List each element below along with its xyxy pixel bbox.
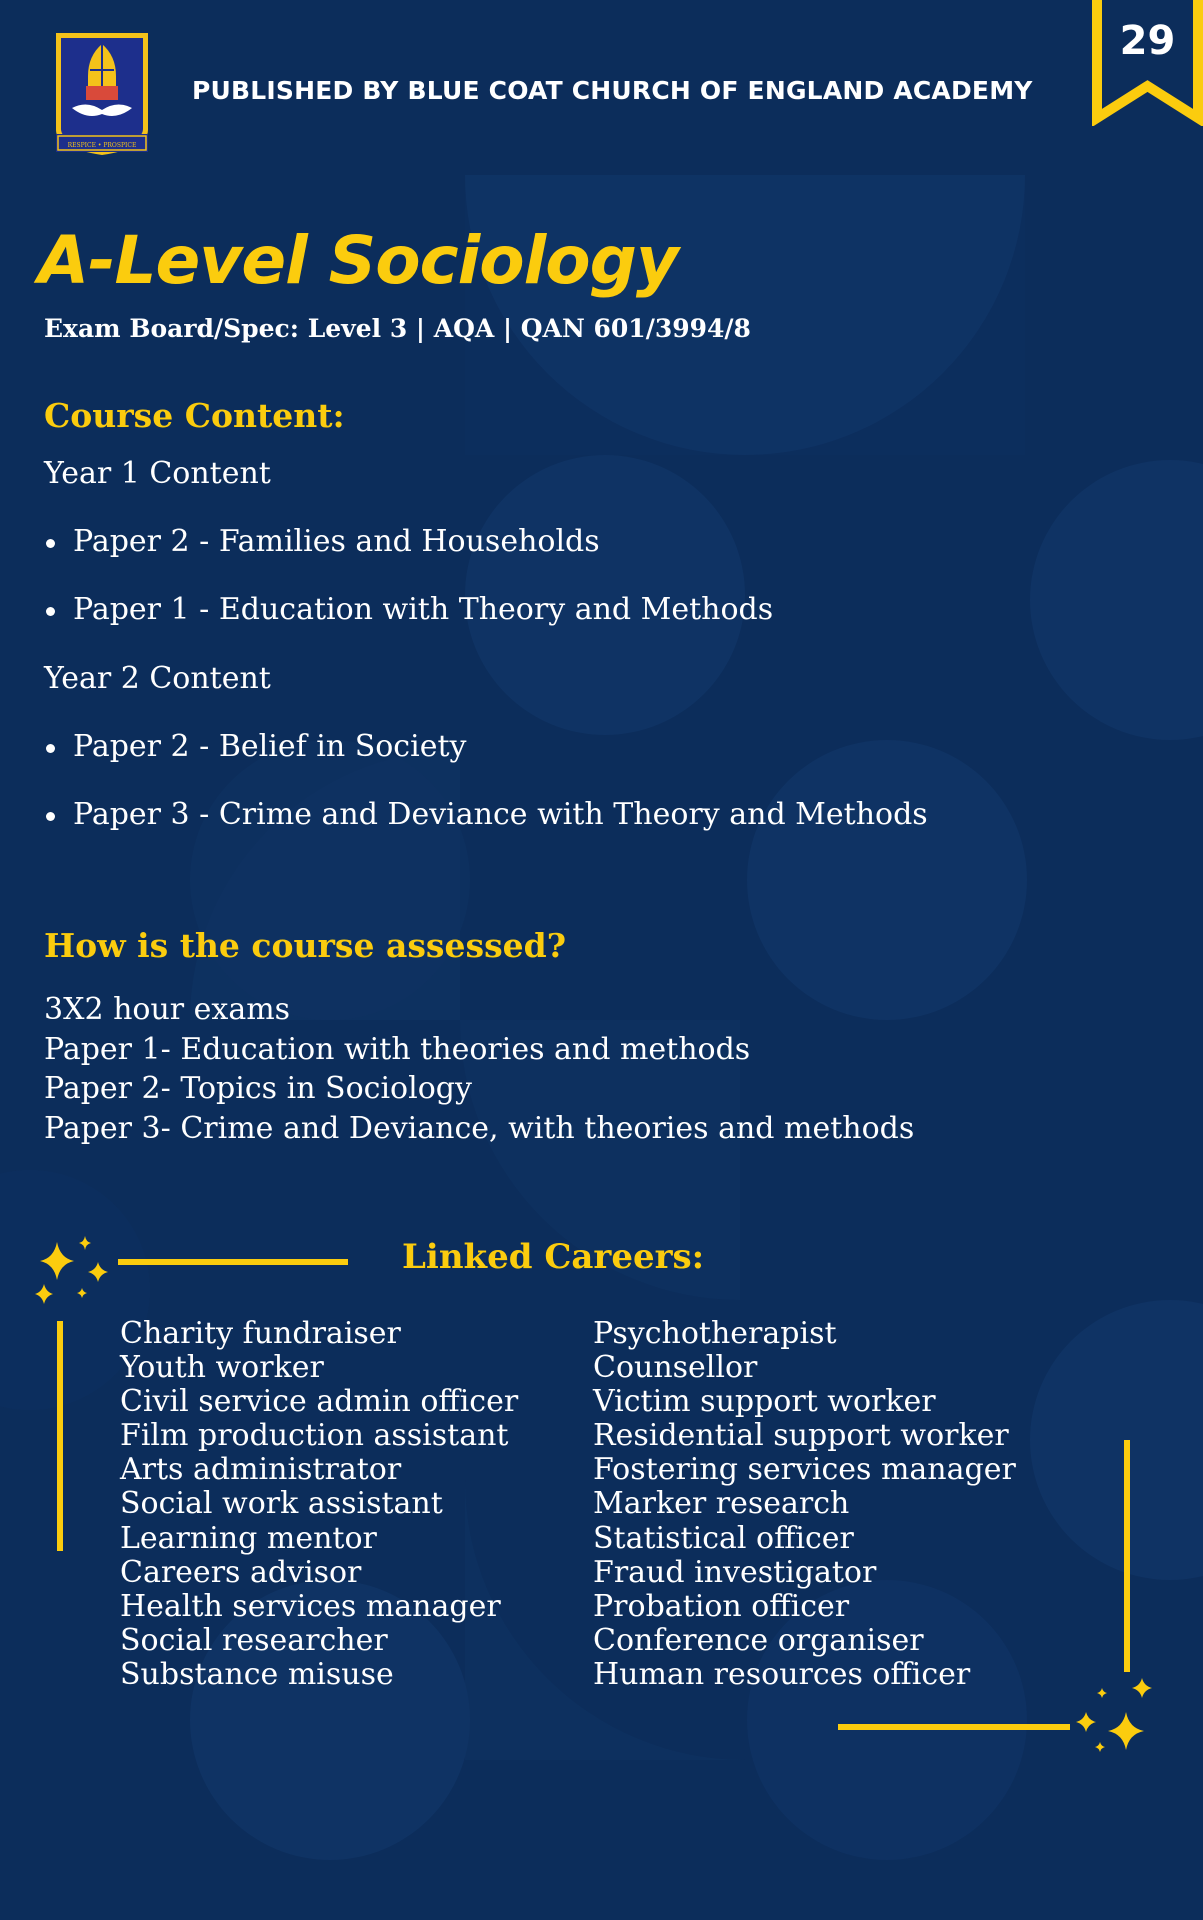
list-item-text: Paper 2 - Belief in Society (73, 729, 467, 764)
career-item: Arts administrator (120, 1452, 402, 1488)
list-item (44, 522, 773, 590)
assessment-line: Paper 1- Education with theories and methods (44, 1031, 751, 1067)
career-item: Marker research (593, 1486, 850, 1522)
linked-careers-heading: Linked Careers: (402, 1237, 705, 1277)
careers-column-1 (120, 1317, 518, 1692)
year2-list (44, 727, 928, 863)
school-crest-logo (52, 30, 152, 158)
career-item: Probation officer (593, 1588, 850, 1624)
list-item-text: Paper 3 - Crime and Deviance with Theory and Methods (73, 797, 928, 832)
assessment-line: 3X2 hour exams (44, 992, 291, 1027)
assessment-heading: How is the course assessed? (44, 926, 567, 965)
career-item: Learning mentor (120, 1520, 377, 1556)
career-item: Social work assistant (120, 1486, 443, 1522)
career-item: Statistical officer (593, 1520, 854, 1556)
career-item: Fraud investigator (593, 1554, 877, 1590)
career-item: Youth worker (120, 1350, 324, 1386)
list-item-text: Paper 1 - Education with Theory and Methods (73, 592, 774, 627)
career-item: Civil service admin officer (120, 1384, 519, 1420)
bullet-icon (46, 812, 55, 821)
career-item: Counsellor (593, 1350, 758, 1386)
assessment-details (44, 990, 914, 1148)
decorative-line (1124, 1440, 1130, 1672)
course-content-heading: Course Content: (44, 396, 345, 435)
bullet-icon (46, 607, 55, 616)
list-item-text: Paper 2 - Families and Households (73, 524, 600, 559)
publisher-text: PUBLISHED BY BLUE COAT CHURCH OF ENGLAND ACADEMY (192, 76, 1033, 105)
list-item (44, 727, 928, 795)
career-item: Fostering services manager (593, 1452, 1016, 1488)
assessment-line: Paper 3- Crime and Deviance, with theories and methods (44, 1110, 915, 1146)
career-item: Victim support worker (593, 1384, 936, 1420)
career-item: Residential support worker (593, 1418, 1009, 1454)
crest-motto: RESPICE • PROSPICE (67, 142, 137, 149)
career-item: Conference organiser (593, 1622, 924, 1658)
bullet-icon (46, 744, 55, 753)
assessment-line: Paper 2- Topics in Sociology (44, 1071, 472, 1106)
list-item (44, 795, 928, 863)
career-item: Film production assistant (120, 1418, 509, 1454)
career-item: Careers advisor (120, 1554, 362, 1590)
career-item: Substance misuse (120, 1656, 394, 1692)
page-title: A-Level Sociology (38, 222, 678, 299)
decorative-line (838, 1724, 1070, 1730)
careers-column-2 (593, 1317, 1016, 1692)
decorative-line (57, 1321, 63, 1551)
year1-list (44, 522, 773, 658)
career-item: Health services manager (120, 1588, 501, 1624)
bullet-icon (46, 539, 55, 548)
list-item (44, 590, 773, 658)
exam-board-spec: Exam Board/Spec: Level 3 | AQA | QAN 601/3994/8 (44, 314, 751, 343)
year2-label: Year 2 Content (44, 661, 271, 696)
decorative-line (118, 1259, 348, 1265)
career-item: Human resources officer (593, 1656, 971, 1692)
sparkle-icon (1068, 1676, 1156, 1762)
career-item: Social researcher (120, 1622, 388, 1658)
year1-label: Year 1 Content (44, 456, 271, 491)
page-number: 29 (1119, 18, 1176, 64)
sparkle-icon (30, 1234, 116, 1318)
career-item: Charity fundraiser (120, 1316, 401, 1351)
career-item: Psychotherapist (593, 1316, 837, 1351)
